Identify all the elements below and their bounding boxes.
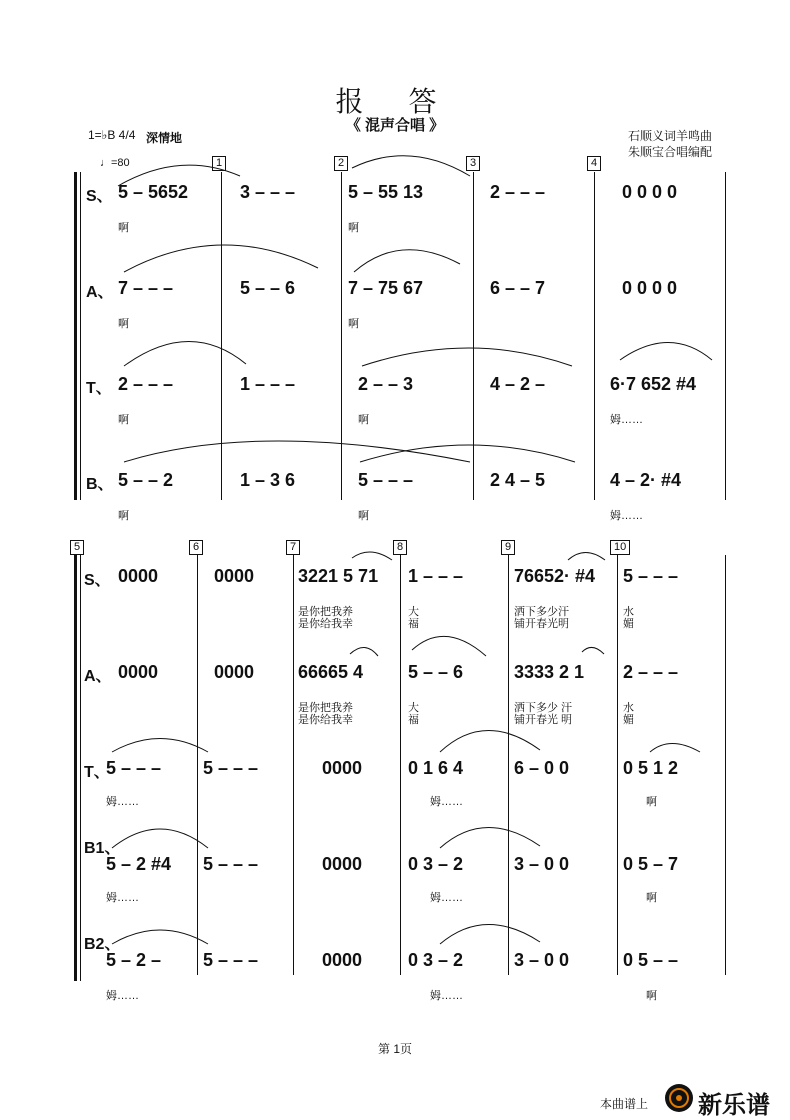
notes: 0 5 – 7 (623, 854, 679, 874)
lyric: 啊 (646, 892, 657, 904)
lyric: 是你把我养 是你给我幸 (298, 702, 353, 726)
lyric: 姆…… (430, 892, 463, 904)
notes: 4 – 2 – (490, 374, 546, 394)
slur (118, 165, 240, 186)
slur (440, 924, 540, 944)
voice-label-soprano: S、 (86, 188, 113, 205)
measure-number: 1 (212, 156, 226, 171)
slur (440, 827, 540, 848)
footer-source: 本曲谱上 (600, 1097, 649, 1111)
measure-number: 6 (189, 540, 203, 555)
slur (362, 348, 572, 366)
slur (124, 341, 246, 366)
tempo-mark: ♩=80 (100, 157, 130, 169)
notes: 5 – – – (203, 950, 259, 970)
notes: 0 0 0 0 (622, 182, 678, 202)
lyric: 姆…… (610, 510, 643, 522)
lyric: 姆…… (106, 990, 139, 1002)
notes: 3 – – – (240, 182, 296, 202)
notes: 4 – 2· #4 (610, 470, 682, 490)
lyric: 啊 (118, 318, 129, 330)
lyric: 啊 (348, 222, 359, 234)
notes: 5 – – – (106, 758, 162, 778)
slur (354, 250, 460, 272)
measure-number: 2 (334, 156, 348, 171)
notes: 0 5 1 2 (623, 758, 679, 778)
lyric: 啊 (348, 318, 359, 330)
notes: 5 – – – (623, 566, 679, 586)
notes: 6 – – 7 (490, 278, 546, 298)
slur (124, 245, 318, 272)
song-title: 报 答 (335, 85, 455, 118)
slur (582, 647, 604, 654)
lyric: 姆…… (430, 990, 463, 1002)
lyric: 姆…… (610, 414, 643, 426)
notes: 0 5 – – (623, 950, 679, 970)
notes: 5 – 2 – (106, 950, 162, 970)
voice-label-soprano: S、 (84, 572, 111, 589)
key-signature: 1=♭B 4/4 (88, 128, 136, 142)
slur (360, 445, 575, 462)
notes: 5 – – – (203, 854, 259, 874)
notes: 2 – – 3 (358, 374, 414, 394)
slur (350, 647, 378, 656)
notes: 0 3 – 2 (408, 854, 464, 874)
measure-number: 10 (610, 540, 630, 555)
notes: 0000 (118, 662, 159, 682)
notes: 2 – – – (623, 662, 679, 682)
notes: 0 1 6 4 (408, 758, 464, 778)
voice-label-bass2: B2、 (84, 936, 121, 953)
notes: 0 3 – 2 (408, 950, 464, 970)
lyric: 啊 (646, 990, 657, 1002)
voice-label-tenor: T、 (86, 380, 112, 397)
logo-record-icon (664, 1083, 694, 1113)
voice-label-bass: B、 (86, 476, 114, 493)
notes: 0000 (322, 758, 363, 778)
notes: 5 – – 6 (408, 662, 464, 682)
lyric: 啊 (118, 510, 129, 522)
credit-lyrics-music: 石顺义词羊鸣曲 (628, 129, 713, 143)
notes: 76652· #4 (514, 566, 596, 586)
notes: 5 – – – (358, 470, 414, 490)
slur (352, 552, 392, 560)
notes: 5 – – 2 (118, 470, 174, 490)
voice-label-alto: A、 (86, 284, 114, 301)
page-number: 第 1页 (377, 1042, 412, 1056)
notes: 6·7 652 #4 (610, 374, 697, 394)
notes: 1 – 3 6 (240, 470, 296, 490)
slur (440, 730, 540, 752)
lyric: 啊 (646, 796, 657, 808)
notes: 5 – 55 13 (348, 182, 424, 202)
slur (112, 739, 208, 753)
voice-label-alto: A、 (84, 668, 112, 685)
logo-text: 新乐谱 (698, 1092, 770, 1119)
notes: 5 – 5652 (118, 182, 189, 202)
measure-number: 5 (70, 540, 84, 555)
measure-number: 8 (393, 540, 407, 555)
slur (412, 636, 486, 656)
lyric: 啊 (118, 222, 129, 234)
notes: 66665 4 (298, 662, 364, 682)
measure-number: 7 (286, 540, 300, 555)
lyric: 水 媚 (623, 606, 634, 630)
voice-label-bass1: B1、 (84, 840, 121, 857)
notes: 2 4 – 5 (490, 470, 546, 490)
slur (568, 553, 605, 561)
notes: 3 – 0 0 (514, 950, 570, 970)
lyric: 啊 (358, 510, 369, 522)
measure-number: 3 (466, 156, 480, 171)
notes: 3333 2 1 (514, 662, 585, 682)
notes: 1 – – – (240, 374, 296, 394)
notes: 3221 5 71 (298, 566, 379, 586)
notes: 0000 (322, 854, 363, 874)
lyric: 大 福 (408, 702, 419, 726)
notes: 1 – – – (408, 566, 464, 586)
lyric: 姆…… (430, 796, 463, 808)
lyric: 是你把我养 是你给我幸 (298, 606, 353, 630)
notes: 5 – – – (203, 758, 259, 778)
expression-mark: 深情地 (146, 131, 183, 145)
lyric: 洒下多少 汗 铺开春光 明 (514, 702, 573, 726)
song-subtitle: 《 混声合唱 》 (345, 117, 445, 134)
notes: 7 – – – (118, 278, 174, 298)
notes: 5 – – 6 (240, 278, 296, 298)
notes: 2 – – – (490, 182, 546, 202)
notes: 0000 (118, 566, 159, 586)
slur (112, 930, 208, 944)
slur (112, 829, 208, 848)
measure-number: 9 (501, 540, 515, 555)
lyric: 姆…… (106, 892, 139, 904)
lyric: 啊 (358, 414, 369, 426)
notes: 0000 (322, 950, 363, 970)
lyric: 姆…… (106, 796, 139, 808)
notes: 3 – 0 0 (514, 854, 570, 874)
slur (620, 343, 712, 361)
notes: 0000 (214, 566, 255, 586)
lyric: 水 媚 (623, 702, 634, 726)
credit-arrangement: 朱顺宝合唱编配 (628, 145, 713, 159)
notes: 2 – – – (118, 374, 174, 394)
slur (352, 156, 470, 176)
lyric: 大 福 (408, 606, 419, 630)
lyric: 洒下多少汗 铺开春光明 (514, 606, 569, 630)
measure-number: 4 (587, 156, 601, 171)
voice-label-tenor: T、 (84, 764, 110, 781)
notes: 5 – 2 #4 (106, 854, 172, 874)
notes: 0000 (214, 662, 255, 682)
notes: 0 0 0 0 (622, 278, 678, 298)
slur (124, 441, 470, 462)
slur (650, 744, 700, 753)
notes: 7 – 75 67 (348, 278, 424, 298)
lyric: 啊 (118, 414, 129, 426)
notes: 6 – 0 0 (514, 758, 570, 778)
